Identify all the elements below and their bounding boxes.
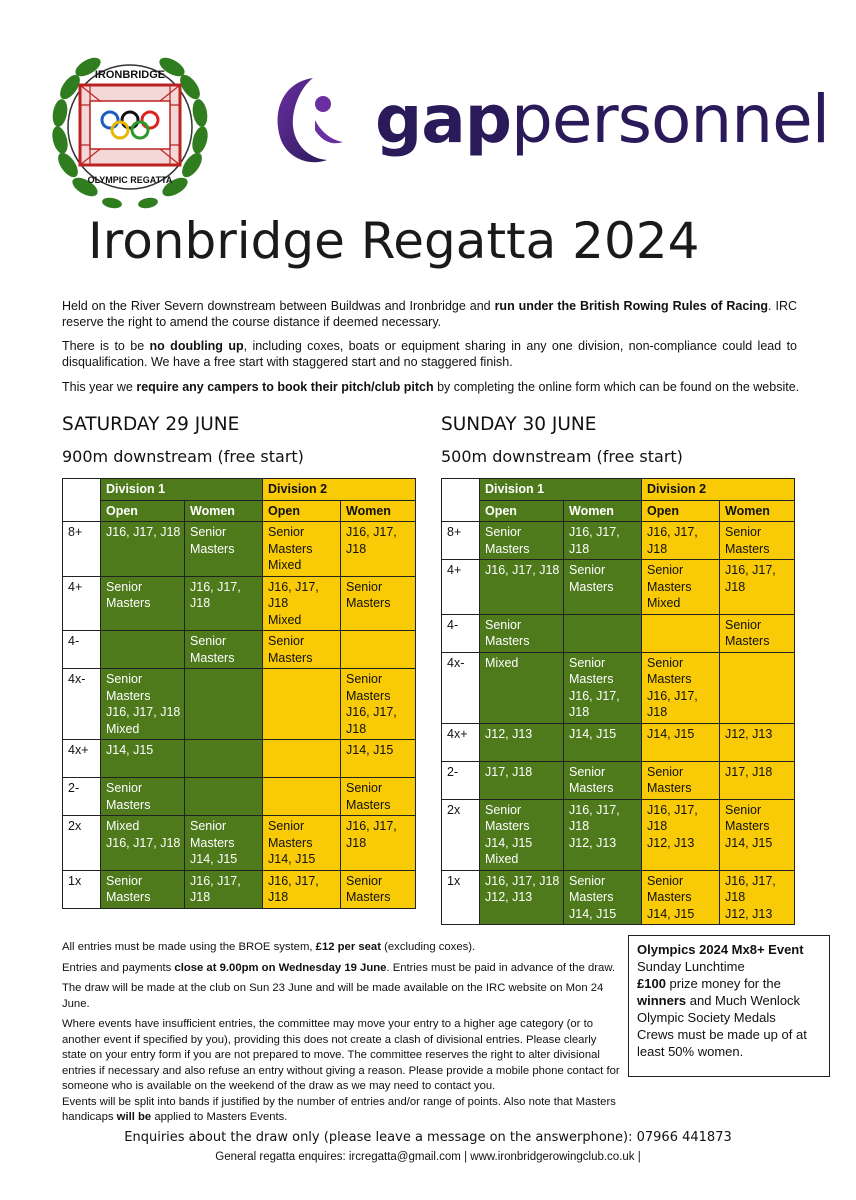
event-cell: Senior Masters: [564, 560, 642, 615]
table-row: [63, 576, 416, 631]
event-cell: Senior Masters: [720, 614, 795, 652]
event-cell: Senior Masters: [341, 778, 416, 816]
women-column-header: Women: [185, 500, 263, 522]
event-cell: [185, 778, 263, 816]
event-cell: Senior Masters J14, J15 Mixed: [480, 799, 564, 870]
event-cell: [642, 614, 720, 652]
division-header: Division 1: [480, 479, 642, 501]
women-column-header: Women: [720, 500, 795, 522]
boat-class-label: 4x+: [442, 723, 480, 761]
boat-class-label: 8+: [63, 522, 101, 577]
event-cell: [564, 614, 642, 652]
table-row: [442, 799, 795, 870]
event-cell: Senior Masters: [341, 576, 416, 631]
division-header: Division 2: [263, 479, 416, 501]
svg-text:IRONBRIDGE: IRONBRIDGE: [94, 69, 166, 81]
regatta-logo: [50, 45, 210, 215]
boat-class-label: 2-: [63, 778, 101, 816]
event-cell: Senior Masters: [185, 522, 263, 577]
event-cell: [263, 740, 341, 778]
boat-class-label: 4+: [442, 560, 480, 615]
open-column-header: Open: [480, 500, 564, 522]
svg-text:OLYMPIC REGATTA: OLYMPIC REGATTA: [87, 175, 173, 185]
boat-class-label: 8+: [442, 522, 480, 560]
table-row: [442, 652, 795, 723]
event-cell: J14, J15: [101, 740, 185, 778]
event-cell: Senior Masters: [101, 778, 185, 816]
note-broe: All entries must be made using the BROE system, £12 per seat (excluding coxes).: [62, 941, 476, 953]
event-cell: Senior Masters: [185, 631, 263, 669]
intro-paragraph-2: There is to be no doubling up, including coxes, boats or equipment sharing in any one division, non-compliance could lead to disqualification. We have a free start with staggered start and no staggered finish.: [62, 339, 797, 369]
event-cell: Senior Masters J16, J17, J18: [642, 652, 720, 723]
entry-notes: [62, 940, 622, 1131]
boat-class-label: 2x: [63, 816, 101, 871]
division-header: Division 1: [101, 479, 263, 501]
sunday-subheading: 500m downstream (free start): [441, 447, 683, 466]
boat-class-label: 4x-: [63, 669, 101, 740]
sponsor-logo: [265, 72, 830, 172]
sunday-heading: SUNDAY 30 JUNE: [441, 414, 597, 435]
event-cell: Senior Masters: [480, 614, 564, 652]
event-cell: Mixed J16, J17, J18: [101, 816, 185, 871]
event-cell: Senior Masters: [564, 761, 642, 799]
boat-class-label: 4-: [63, 631, 101, 669]
event-cell: J16, J17, J18 J12, J13: [564, 799, 642, 870]
event-cell: [263, 669, 341, 740]
olympics-time: Sunday Lunchtime: [637, 959, 745, 974]
event-cell: J16, J17, J18 Mixed: [263, 576, 341, 631]
event-cell: [185, 740, 263, 778]
event-cell: Senior Masters: [101, 576, 185, 631]
event-cell: Senior Masters J14, J15: [185, 816, 263, 871]
event-cell: [185, 669, 263, 740]
sponsor-name-light: personnel: [511, 81, 830, 158]
note-draw: The draw will be made at the club on Sun 23 June and will be made available on the IRC website on Mon 24 June.: [62, 982, 604, 1010]
boat-class-label: 1x: [63, 870, 101, 908]
women-column-header: Women: [341, 500, 416, 522]
event-cell: [720, 652, 795, 723]
event-cell: J16, J17, J18 J12, J13: [720, 870, 795, 925]
boat-class-label: 2x: [442, 799, 480, 870]
sponsor-name-bold: gap: [375, 81, 512, 158]
saturday-subheading: 900m downstream (free start): [62, 447, 304, 466]
intro-paragraph-1: Held on the River Severn downstream between Buildwas and Ironbridge and run under the British Rowing Rules of Racing. IRC reserve the right to amend the course distance if deemed necessary.: [62, 299, 797, 329]
event-cell: [341, 631, 416, 669]
table-row: [442, 522, 795, 560]
table-row: [63, 870, 416, 908]
event-cell: J16, J17, J18: [263, 870, 341, 908]
boat-class-label: 1x: [442, 870, 480, 925]
table-row: [442, 761, 795, 799]
corner-cell: [442, 479, 480, 522]
event-cell: Senior Masters J14, J15: [720, 799, 795, 870]
event-cell: Senior Masters J16, J17, J18: [564, 652, 642, 723]
event-cell: J16, J17, J18: [341, 522, 416, 577]
gap-personnel-swoosh-icon: [265, 74, 365, 170]
event-cell: J16, J17, J18: [564, 522, 642, 560]
event-cell: Senior Masters: [642, 761, 720, 799]
event-cell: Senior Masters: [263, 631, 341, 669]
event-cell: Senior Masters: [720, 522, 795, 560]
event-cell: Senior Masters J14, J15: [263, 816, 341, 871]
event-cell: Senior Masters Mixed: [642, 560, 720, 615]
event-cell: Mixed: [480, 652, 564, 723]
event-cell: J16, J17, J18: [642, 522, 720, 560]
event-cell: Senior Masters J16, J17, J18: [341, 669, 416, 740]
event-cell: J17, J18: [720, 761, 795, 799]
note-bands: Events will be split into bands if justified by the number of entries and/or range of points. Also note that Masters handicaps will be applied to Masters Events.: [62, 1095, 616, 1123]
saturday-heading: SATURDAY 29 JUNE: [62, 414, 240, 435]
event-cell: J17, J18: [480, 761, 564, 799]
event-cell: J16, J17, J18 J12, J13: [642, 799, 720, 870]
olympics-winners: winners and Much Wenlock Olympic Society Medals: [637, 993, 801, 1025]
event-cell: [101, 631, 185, 669]
olympics-crews: Crews must be made up of at least 50% women.: [637, 1027, 807, 1059]
event-cell: Senior Masters: [480, 522, 564, 560]
event-cell: J14, J15: [341, 740, 416, 778]
event-cell: Senior Masters Mixed: [263, 522, 341, 577]
event-cell: J14, J15: [564, 723, 642, 761]
open-column-header: Open: [101, 500, 185, 522]
event-cell: Senior Masters J16, J17, J18 Mixed: [101, 669, 185, 740]
event-cell: J16, J17, J18: [101, 522, 185, 577]
event-cell: Senior Masters: [101, 870, 185, 908]
boat-class-label: 4x-: [442, 652, 480, 723]
event-cell: [263, 778, 341, 816]
table-row: [63, 669, 416, 740]
corner-cell: [63, 479, 101, 522]
event-cell: Senior Masters J14, J15: [642, 870, 720, 925]
general-enquiries-line: General regatta enquires: ircregatta@gmail.com | www.ironbridgerowingclub.co.uk |: [215, 1151, 641, 1163]
page-title: Ironbridge Regatta 2024: [88, 212, 700, 270]
event-cell: J12, J13: [720, 723, 795, 761]
open-column-header: Open: [263, 500, 341, 522]
event-cell: Senior Masters J14, J15: [564, 870, 642, 925]
table-row: [63, 522, 416, 577]
event-cell: J16, J17, J18 J12, J13: [480, 870, 564, 925]
boat-class-label: 2-: [442, 761, 480, 799]
boat-class-label: 4x+: [63, 740, 101, 778]
saturday-schedule-table: [62, 478, 416, 909]
boat-class-label: 4+: [63, 576, 101, 631]
table-row: [442, 870, 795, 925]
women-column-header: Women: [564, 500, 642, 522]
intro-paragraph-3: This year we require any campers to book their pitch/club pitch by completing the online form which can be found on the website.: [62, 380, 800, 394]
boat-class-label: 4-: [442, 614, 480, 652]
table-row: [442, 560, 795, 615]
division-header: Division 2: [642, 479, 795, 501]
event-cell: J14, J15: [642, 723, 720, 761]
olympics-prize: £100 prize money for the: [637, 976, 781, 991]
table-row: [63, 816, 416, 871]
olympics-title: Olympics 2024 Mx8+ Event: [637, 942, 804, 957]
table-row: [63, 778, 416, 816]
note-insufficient-entries: Where events have insufficient entries, the committee may move your entry to a higher age category (or to another event if specified by you), providing this does not create a clash of divisional entries. Please clearly state on your entry form if you are not prepared to move. The committee reserves the right to alter divisional entries if necessary and also refuse an entry without giving a reason. Please provide a mobile phone contact for someone who is available on the weekend of the draw as we may need to contact you.: [62, 1018, 620, 1092]
table-row: [63, 740, 416, 778]
event-cell: Senior Masters: [341, 870, 416, 908]
note-deadline: Entries and payments close at 9.00pm on Wednesday 19 June. Entries must be paid in advance of the draw.: [62, 961, 616, 974]
table-row: [63, 631, 416, 669]
event-cell: J16, J17, J18: [341, 816, 416, 871]
table-row: [442, 614, 795, 652]
event-cell: J16, J17, J18: [185, 870, 263, 908]
table-row: [442, 723, 795, 761]
event-cell: J16, J17, J18: [720, 560, 795, 615]
event-cell: J16, J17, J18: [185, 576, 263, 631]
enquiries-line: Enquiries about the draw only (please leave a message on the answerphone): 07966 441873: [124, 1130, 732, 1145]
sunday-schedule-table: [441, 478, 795, 925]
olympics-event-box: [628, 935, 830, 1077]
event-cell: J16, J17, J18: [480, 560, 564, 615]
open-column-header: Open: [642, 500, 720, 522]
event-cell: J12, J13: [480, 723, 564, 761]
